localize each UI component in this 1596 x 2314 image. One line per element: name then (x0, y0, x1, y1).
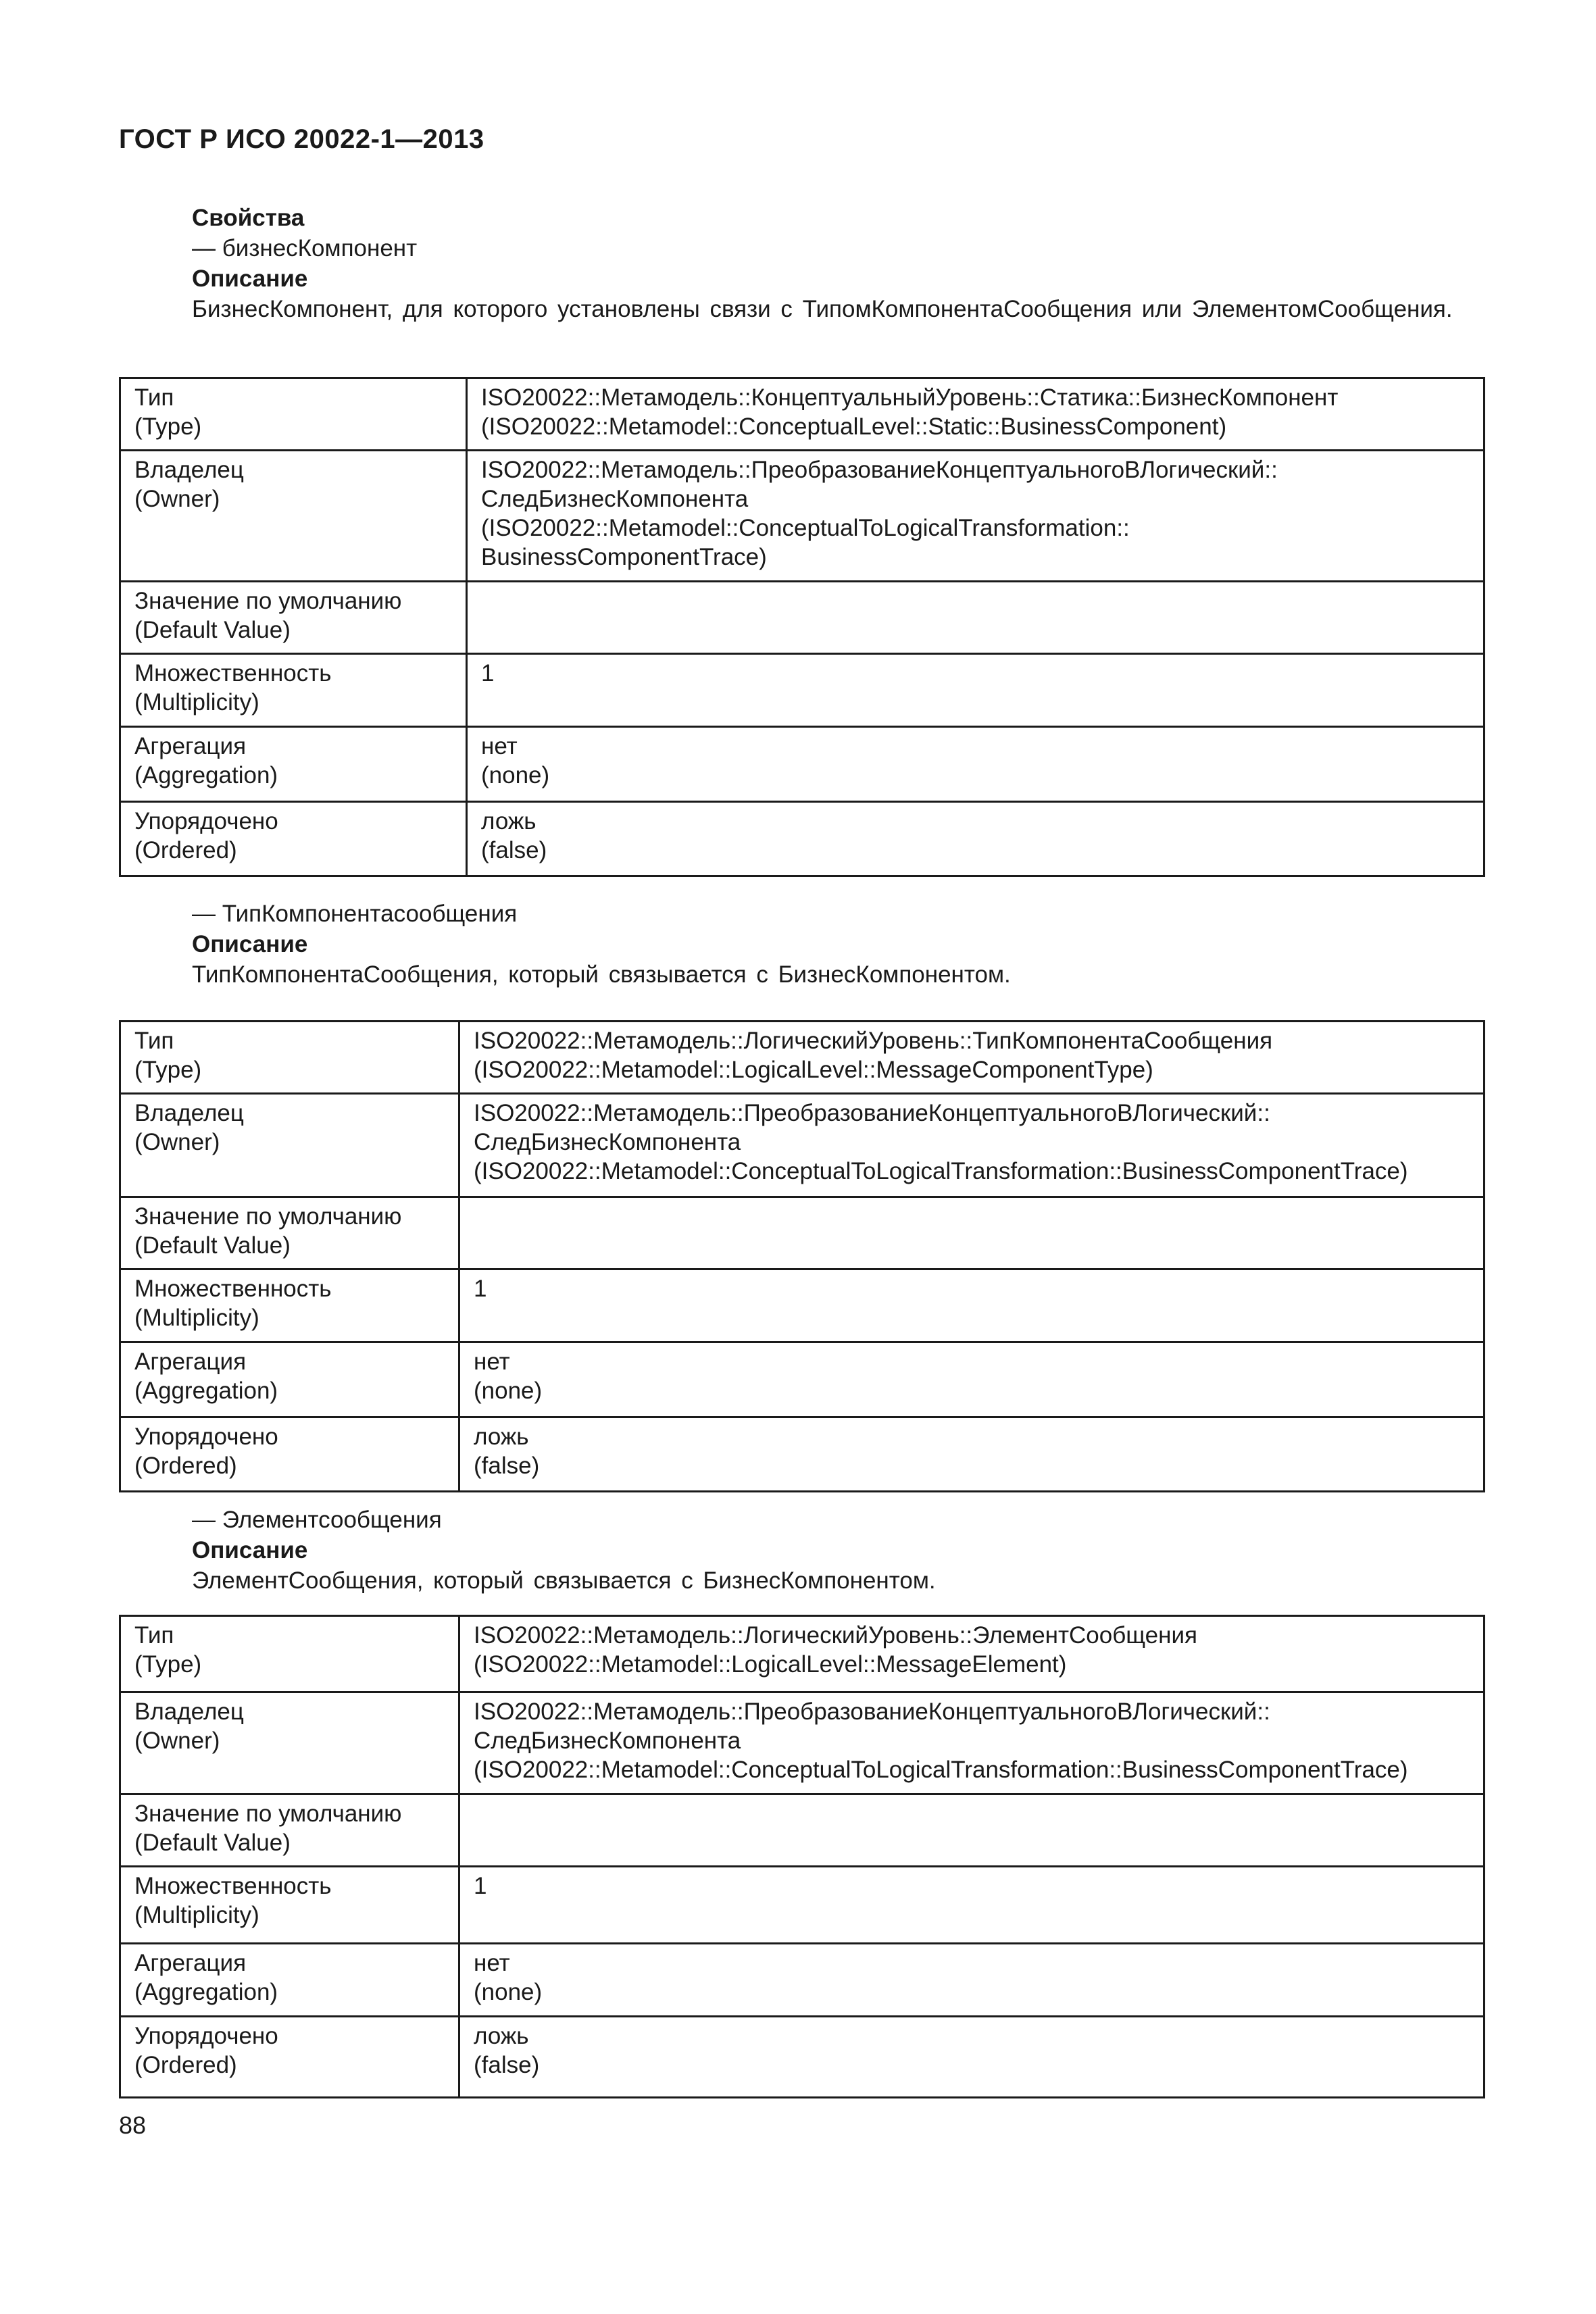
property-value-line: (none) (474, 1979, 543, 2005)
property-name-cell (120, 1692, 459, 1794)
property-value-line: (ISO20022::Metamodel::ConceptualLevel::Static::BusinessComponent) (481, 413, 1227, 440)
property-name-line: (Ordered) (134, 1453, 237, 1479)
property-value-cell (459, 1269, 1485, 1342)
property-value-line: ISO20022::Метамодель::ЛогическийУровень::ТипКомпонентаСообщения (474, 1028, 1273, 1054)
property-name-line: Значение по умолчанию (134, 588, 402, 614)
table-row (120, 1022, 1485, 1094)
property-value-line: ложь (481, 808, 537, 834)
property-name-line: (Type) (134, 1651, 202, 1678)
property-value-line: нет (481, 733, 518, 759)
property-name-cell (120, 378, 467, 451)
property-value-cell (459, 2017, 1485, 2098)
page-number: 88 (119, 2111, 147, 2139)
description-heading: Описание (192, 266, 308, 292)
property-value-line: 1 (481, 660, 495, 686)
property-value-line: (ISO20022::Metamodel::ConceptualToLogicalTransformation:: (481, 515, 1130, 541)
property-value-cell (459, 1794, 1485, 1867)
property-name-line: Упорядочено (134, 1424, 278, 1450)
property-name-line: (Type) (134, 413, 202, 440)
section-message-component-type (119, 899, 1485, 990)
property-name-line: (Default Value) (134, 617, 291, 643)
property-name-cell (120, 2017, 459, 2098)
property-value-line: ISO20022::Метамодель::ПреобразованиеКонцептуальногоВЛогический:: (481, 457, 1278, 483)
property-item: — ТипКомпонентасообщения (192, 901, 518, 927)
property-table (119, 1615, 1485, 2098)
document-header: ГОСТ Р ИСО 20022-1—2013 (119, 124, 484, 154)
section-message-element (119, 1505, 1485, 1596)
property-value-cell (467, 727, 1485, 802)
description-heading: Описание (192, 1537, 308, 1563)
property-name-cell (120, 727, 467, 802)
property-name-line: (Aggregation) (134, 1378, 278, 1404)
table-row (120, 802, 1485, 876)
section-business-component (119, 203, 1485, 324)
property-name-cell (120, 1197, 459, 1269)
property-value-line: ISO20022::Метамодель::ПреобразованиеКонцептуальногоВЛогический:: (474, 1100, 1270, 1126)
property-name-line: Значение по умолчанию (134, 1203, 402, 1230)
description-text: ЭлементСообщения, который связывается с БизнесКомпонентом. (192, 1567, 936, 1594)
table-row (120, 1794, 1485, 1867)
property-name-cell (120, 1867, 459, 1944)
property-value-cell (459, 1417, 1485, 1492)
property-name-line: (Default Value) (134, 1232, 291, 1259)
property-value-cell (459, 1094, 1485, 1197)
property-name-line: (Aggregation) (134, 1979, 278, 2005)
table-row (120, 654, 1485, 727)
property-name-line: Значение по умолчанию (134, 1801, 402, 1827)
table-row (120, 1692, 1485, 1794)
property-value-line: (none) (481, 762, 550, 788)
table-row (120, 2017, 1485, 2098)
property-value-cell (459, 1197, 1485, 1269)
table-row (120, 1417, 1485, 1492)
property-name-line: (Default Value) (134, 1830, 291, 1856)
table-row (120, 1616, 1485, 1692)
property-name-cell (120, 1269, 459, 1342)
property-name-cell (120, 1342, 459, 1417)
property-value-line: (false) (474, 1453, 540, 1479)
property-name-line: Упорядочено (134, 2023, 278, 2049)
property-item: — Элементсообщения (192, 1507, 442, 1533)
property-name-line: (Ordered) (134, 2052, 237, 2078)
property-value-line: нет (474, 1349, 510, 1375)
property-value-cell (459, 1692, 1485, 1794)
table-row (120, 727, 1485, 802)
property-value-line: СледБизнесКомпонента (474, 1728, 741, 1754)
table-row (120, 1269, 1485, 1342)
table-row (120, 1197, 1485, 1269)
property-value-line: ложь (474, 2023, 529, 2049)
property-value-cell (459, 1616, 1485, 1692)
property-name-line: (Aggregation) (134, 762, 278, 788)
property-name-line: Множественность (134, 1873, 332, 1899)
property-name-line: Тип (134, 1622, 174, 1649)
property-name-line: Тип (134, 384, 174, 411)
property-value-cell (467, 451, 1485, 582)
property-value-line: 1 (474, 1873, 487, 1899)
property-name-line: Владелец (134, 1100, 244, 1126)
property-name-cell (120, 1022, 459, 1094)
property-table (119, 377, 1485, 877)
description-text: БизнесКомпонент, для которого установлены связи с ТипомКомпонентаСообщения или ЭлементомСообщения. (192, 296, 1453, 322)
property-value-line: (ISO20022::Metamodel::LogicalLevel::MessageComponentType) (474, 1057, 1153, 1083)
description-text: ТипКомпонентаСообщения, который связывается с БизнесКомпонентом. (192, 961, 1011, 988)
property-name-line: Множественность (134, 1276, 332, 1302)
property-name-cell (120, 1417, 459, 1492)
property-value-line: ложь (474, 1424, 529, 1450)
property-name-line: (Owner) (134, 1728, 220, 1754)
property-value-line: (false) (481, 837, 547, 863)
property-name-line: Владелец (134, 457, 244, 483)
property-value-cell (459, 1944, 1485, 2017)
table-row (120, 1944, 1485, 2017)
property-name-cell (120, 802, 467, 876)
property-name-line: (Multiplicity) (134, 689, 259, 715)
property-name-line: (Owner) (134, 486, 220, 512)
property-value-cell (459, 1867, 1485, 1944)
description-heading: Описание (192, 931, 308, 957)
property-value-line: (false) (474, 2052, 540, 2078)
property-value-cell (467, 654, 1485, 727)
property-value-line: СледБизнесКомпонента (474, 1129, 741, 1155)
property-value-line: ISO20022::Метамодель::ПреобразованиеКонцептуальногоВЛогический:: (474, 1699, 1270, 1725)
property-name-cell (120, 582, 467, 654)
property-name-line: Агрегация (134, 733, 247, 759)
table-row (120, 1342, 1485, 1417)
property-name-line: Множественность (134, 660, 332, 686)
property-value-line: (none) (474, 1378, 543, 1404)
property-value-line: ISO20022::Метамодель::ЛогическийУровень::ЭлементСообщения (474, 1622, 1197, 1649)
property-name-cell (120, 1944, 459, 2017)
property-value-cell (467, 378, 1485, 451)
property-value-cell (459, 1022, 1485, 1094)
property-value-cell (467, 582, 1485, 654)
properties-heading: Свойства (192, 205, 305, 231)
property-name-line: (Multiplicity) (134, 1305, 259, 1331)
property-value-line: (ISO20022::Metamodel::ConceptualToLogicalTransformation::BusinessComponentTrace) (474, 1757, 1408, 1783)
property-table (119, 1020, 1485, 1492)
property-name-line: Владелец (134, 1699, 244, 1725)
property-value-line: ISO20022::Метамодель::КонцептуальныйУровень::Статика::БизнесКомпонент (481, 384, 1339, 411)
property-name-line: (Owner) (134, 1129, 220, 1155)
property-name-line: Агрегация (134, 1950, 247, 1976)
property-name-line: Тип (134, 1028, 174, 1054)
property-name-cell (120, 1094, 459, 1197)
table-row (120, 451, 1485, 582)
table-row (120, 582, 1485, 654)
property-value-line: (ISO20022::Metamodel::LogicalLevel::MessageElement) (474, 1651, 1067, 1678)
property-value-cell (467, 802, 1485, 876)
property-value-line: 1 (474, 1276, 487, 1302)
property-name-line: Упорядочено (134, 808, 278, 834)
property-name-cell (120, 451, 467, 582)
table-row (120, 1094, 1485, 1197)
property-name-line: (Type) (134, 1057, 202, 1083)
property-name-cell (120, 1794, 459, 1867)
property-name-cell (120, 654, 467, 727)
property-value-line: BusinessComponentTrace) (481, 544, 767, 570)
property-name-line: (Multiplicity) (134, 1902, 259, 1928)
property-item: — бизнесКомпонент (192, 235, 418, 261)
property-name-cell (120, 1616, 459, 1692)
property-name-line: (Ordered) (134, 837, 237, 863)
table-row (120, 1867, 1485, 1944)
property-name-line: Агрегация (134, 1349, 247, 1375)
table-row (120, 378, 1485, 451)
property-value-line: нет (474, 1950, 510, 1976)
property-value-line: (ISO20022::Metamodel::ConceptualToLogicalTransformation::BusinessComponentTrace) (474, 1158, 1408, 1184)
property-value-line: СледБизнесКомпонента (481, 486, 749, 512)
property-value-cell (459, 1342, 1485, 1417)
